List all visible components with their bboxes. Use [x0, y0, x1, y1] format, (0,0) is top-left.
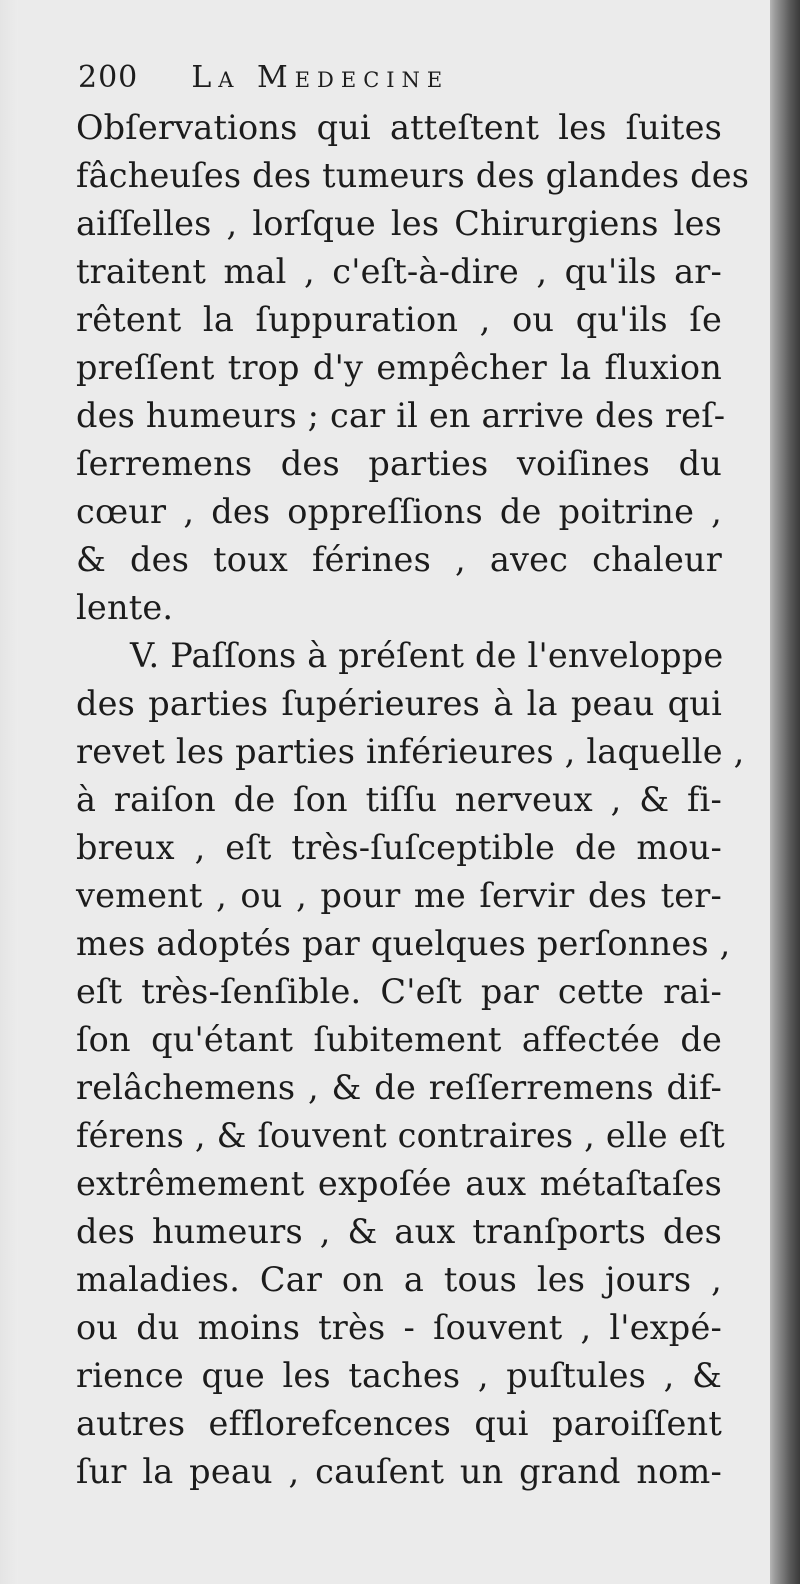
page-number: 200: [78, 60, 139, 95]
text-line: Obſervations qui atteſtent les ſuites: [76, 108, 722, 147]
text-line: maladies. Car on a tous les jours ,: [76, 1260, 722, 1299]
paragraph-first-line: V. Paſſons à préſent de l'enveloppe: [130, 636, 724, 675]
page-header: [78, 60, 449, 104]
text-line: lente.: [76, 588, 174, 627]
text-line: des humeurs ; car il en arrive des reſ-: [76, 396, 726, 435]
text-line: mes adoptés par quelques perſonnes ,: [76, 924, 731, 963]
text-line: eſt très-ſenſible. C'eſt par cette rai-: [76, 972, 722, 1011]
text-line: des humeurs , & aux tranſports des: [76, 1212, 722, 1251]
text-line: ſur la peau , cauſent un grand nom-: [76, 1452, 722, 1491]
text-line: cœur , des oppreſſions de poitrine ,: [76, 492, 722, 531]
text-line: ſon qu'étant ſubitement affectée de: [76, 1020, 722, 1059]
text-line: férens , & ſouvent contraires , elle eſt: [76, 1116, 725, 1155]
text-line: à raiſon de ſon tiſſu nerveux , & fi-: [76, 780, 722, 819]
text-line: relâchemens , & de reſſerremens dif-: [76, 1068, 722, 1107]
text-line: vement , ou , pour me ſervir des ter-: [76, 876, 722, 915]
text-line: preſſent trop d'y empêcher la fluxion: [76, 348, 722, 387]
text-line: fâcheuſes des tumeurs des glandes des: [76, 156, 750, 195]
text-line: rience que les taches , puſtules , &: [76, 1356, 722, 1395]
text-line: revet les parties inférieures , laquelle ,: [76, 732, 745, 771]
text-line: extrêmement expoſée aux métaſtaſes: [76, 1164, 722, 1203]
text-line: autres efflorefcences qui paroiſſent: [76, 1404, 722, 1443]
text-line: & des toux férines , avec chaleur: [76, 540, 722, 579]
text-line: traitent mal , c'eſt-à-dire , qu'ils ar-: [76, 252, 722, 291]
text-line: ou du moins très - ſouvent , l'expé-: [76, 1308, 722, 1347]
text-line: aiſſelles , lorſque les Chirurgiens les: [76, 204, 722, 243]
text-line: ſerremens des parties voiſines du: [76, 444, 722, 483]
text-line: breux , eſt très-ſuſceptible de mou-: [76, 828, 722, 867]
text-line: des parties ſupérieures à la peau qui: [76, 684, 722, 723]
text-line: rêtent la ſuppuration , ou qu'ils ſe: [76, 300, 722, 339]
running-title: La Medecine: [191, 60, 450, 95]
